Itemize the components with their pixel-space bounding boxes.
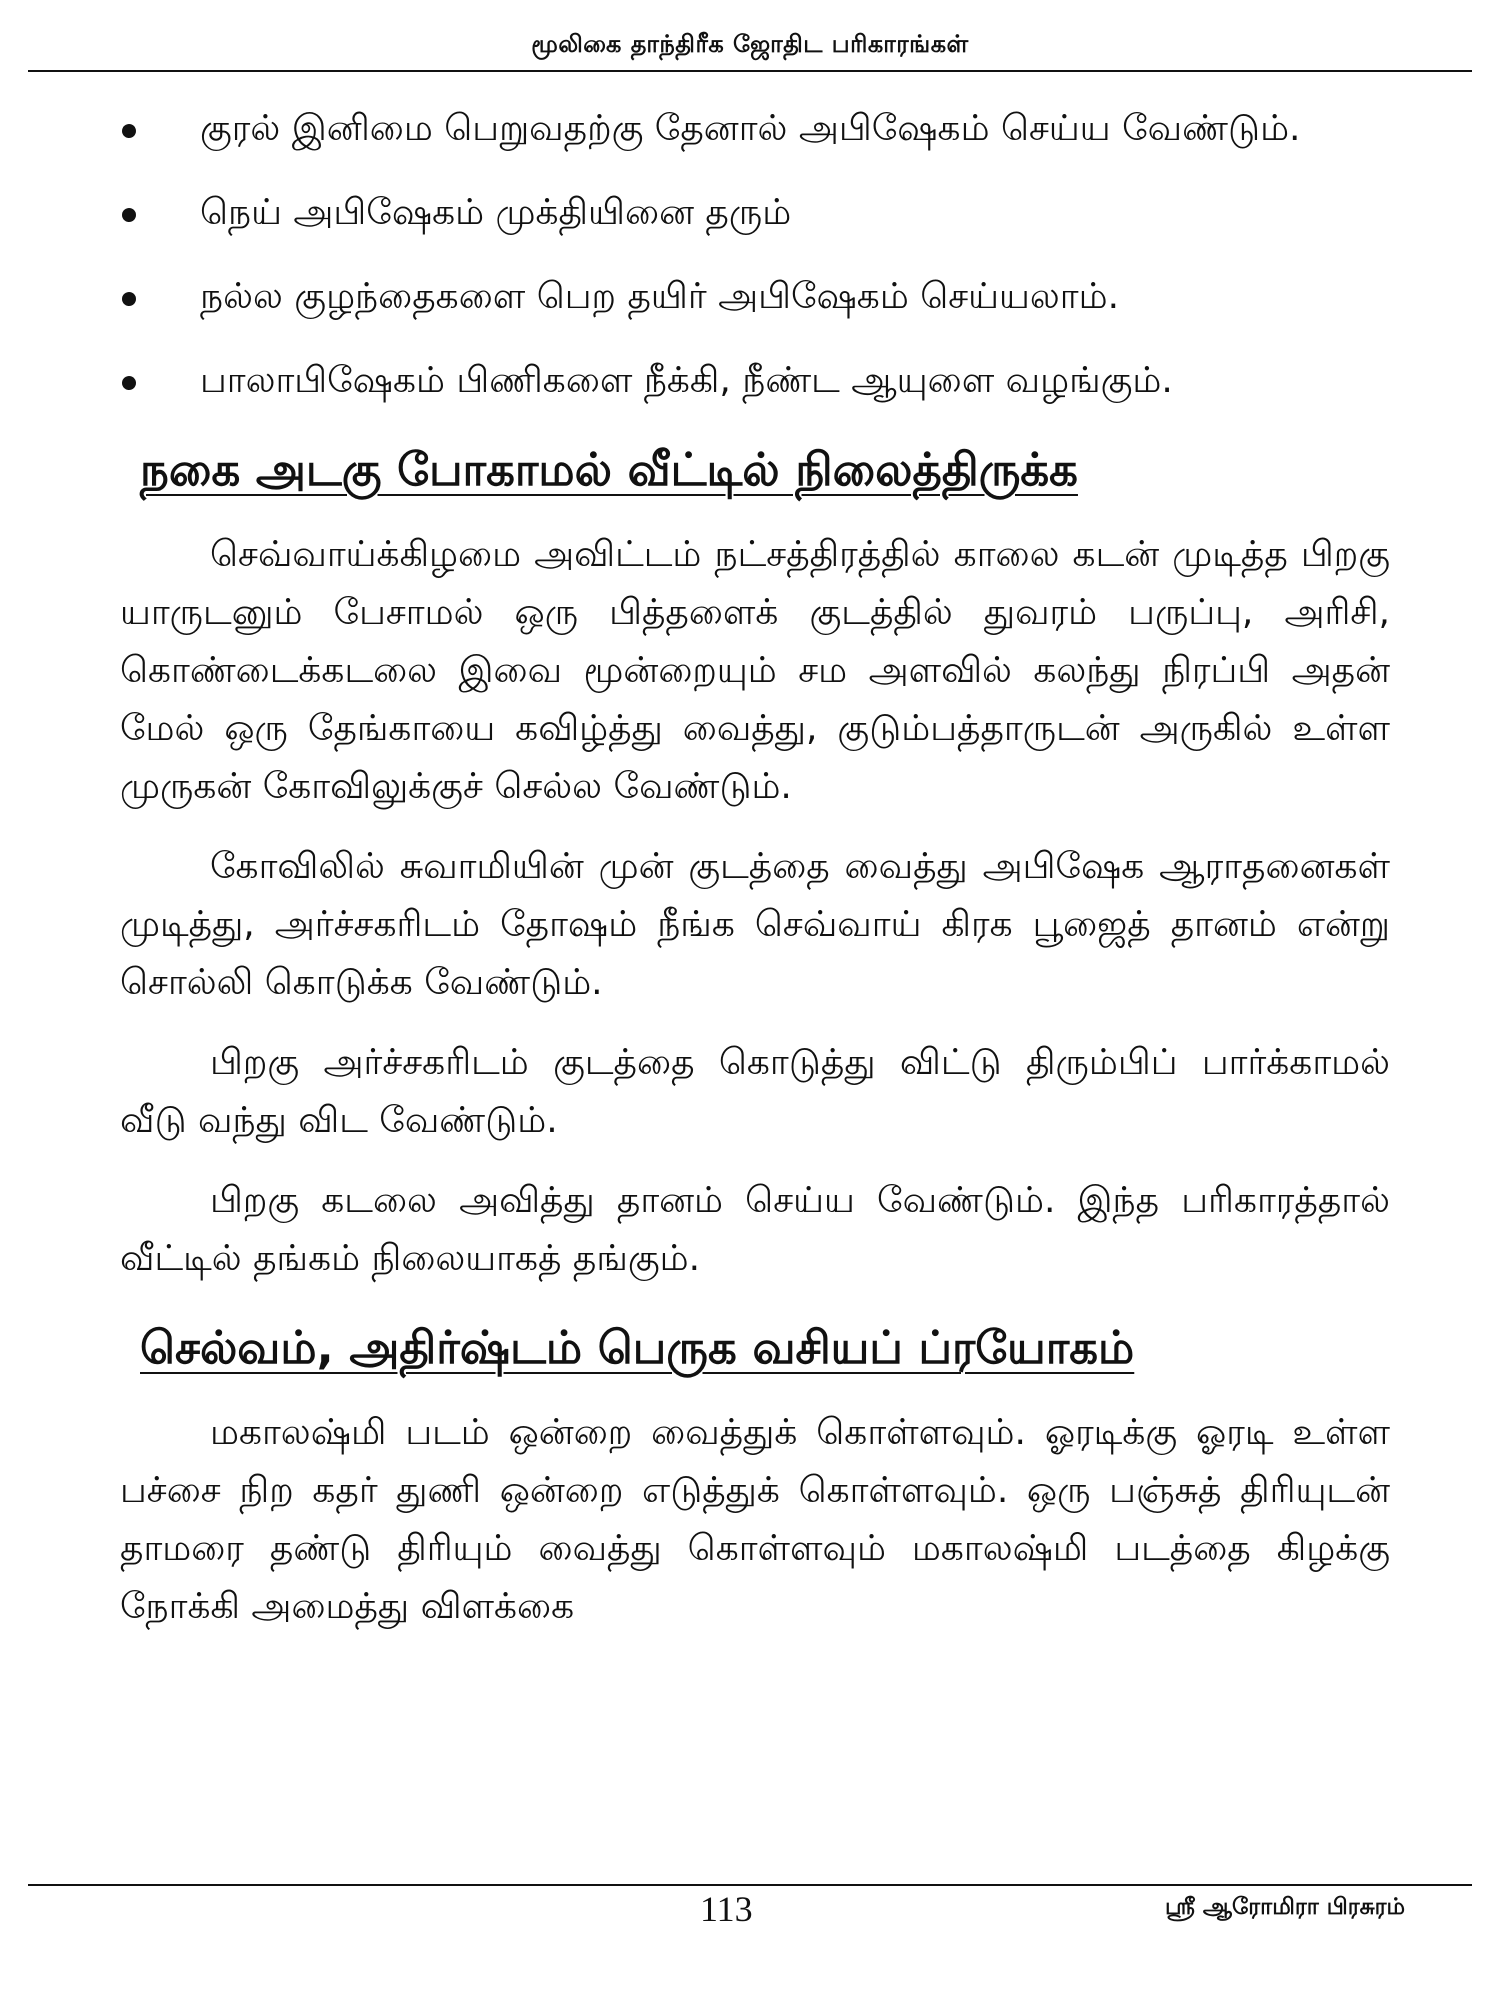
- bullet-item: நெய் அபிஷேகம் முக்தியினை தரும்: [120, 184, 1390, 242]
- paragraph: பிறகு அர்ச்சகரிடம் குடத்தை கொடுத்து விட்டு திரும்பிப் பார்க்காமல் வீடு வந்து விட வேண்டும்.: [120, 1042, 1390, 1141]
- running-title: மூலிகை தாந்திரீக ஜோதிட பரிகாரங்கள்: [531, 30, 969, 58]
- publisher-name: ஸ்ரீ ஆரோமிரா பிரசுரம்: [1164, 1894, 1405, 1920]
- page-header: [28, 30, 1472, 72]
- bullet-item: குரல் இனிமை பெறுவதற்கு தேனால் அபிஷேகம் செய்ய வேண்டும்.: [120, 100, 1390, 158]
- bullet-dot-icon: [122, 376, 136, 390]
- bullet-dot-icon: [122, 292, 136, 306]
- bullet-item: பாலாபிஷேகம் பிணிகளை நீக்கி, நீண்ட ஆயுளை வழங்கும்.: [120, 352, 1390, 410]
- paragraph: செவ்வாய்க்கிழமை அவிட்டம் நட்சத்திரத்தில் காலை கடன் முடித்த பிறகு யாருடனும் பேசாமல் ஒரு பித்தளைக் குடத்தில் துவரம் பருப்பு, அரிசி, கொண்டைக்கடலை இவை மூன்றையும் சம அளவில் கலந்து நிரப்பி அதன் மேல் ஒரு தேங்காயை கவிழ்த்து வைத்து, குடும்பத்தாருடன் அருகில் உள்ள முருகன் கோவிலுக்குச் செல்ல வேண்டும்.: [120, 534, 1390, 807]
- section-heading: நகை அடகு போகாமல் வீட்டில் நிலைத்திருக்க: [140, 443, 1078, 496]
- section-heading: செல்வம், அதிர்ஷ்டம் பெருக வசியப் ப்ரயோகம்: [140, 1321, 1135, 1374]
- bullet-item: நல்ல குழந்தைகளை பெற தயிர் அபிஷேகம் செய்யலாம்.: [120, 268, 1390, 326]
- paragraph: பிறகு கடலை அவித்து தானம் செய்ய வேண்டும். இந்த பரிகாரத்தால் வீட்டில் தங்கம் நிலையாகத் தங்கும்.: [120, 1180, 1390, 1279]
- bullet-dot-icon: [122, 124, 136, 138]
- page-number: 113: [700, 1889, 753, 1929]
- bullet-list: [120, 100, 1390, 410]
- page-body: [120, 100, 1390, 1658]
- paragraph: கோவிலில் சுவாமியின் முன் குடத்தை வைத்து அபிஷேக ஆராதனைகள் முடித்து, அர்ச்சகரிடம் தோஷம் நீங்க செவ்வாய் கிரக பூஜைத் தானம் என்று சொல்லி கொடுக்க வேண்டும்.: [120, 846, 1390, 1003]
- header-rule: [28, 70, 1472, 72]
- paragraph: மகாலஷ்மி படம் ஒன்றை வைத்துக் கொள்ளவும். ஓரடிக்கு ஓரடி உள்ள பச்சை நிற கதர் துணி ஒன்றை எடுத்துக் கொள்ளவும். ஒரு பஞ்சுத் திரியுடன் தாமரை தண்டு திரியும் வைத்து கொள்ளவும் மகாலஷ்மி படத்தை கிழக்கு நோக்கி அமைத்து விளக்கை: [120, 1412, 1390, 1627]
- footer-rule: [28, 1884, 1472, 1886]
- bullet-dot-icon: [122, 208, 136, 222]
